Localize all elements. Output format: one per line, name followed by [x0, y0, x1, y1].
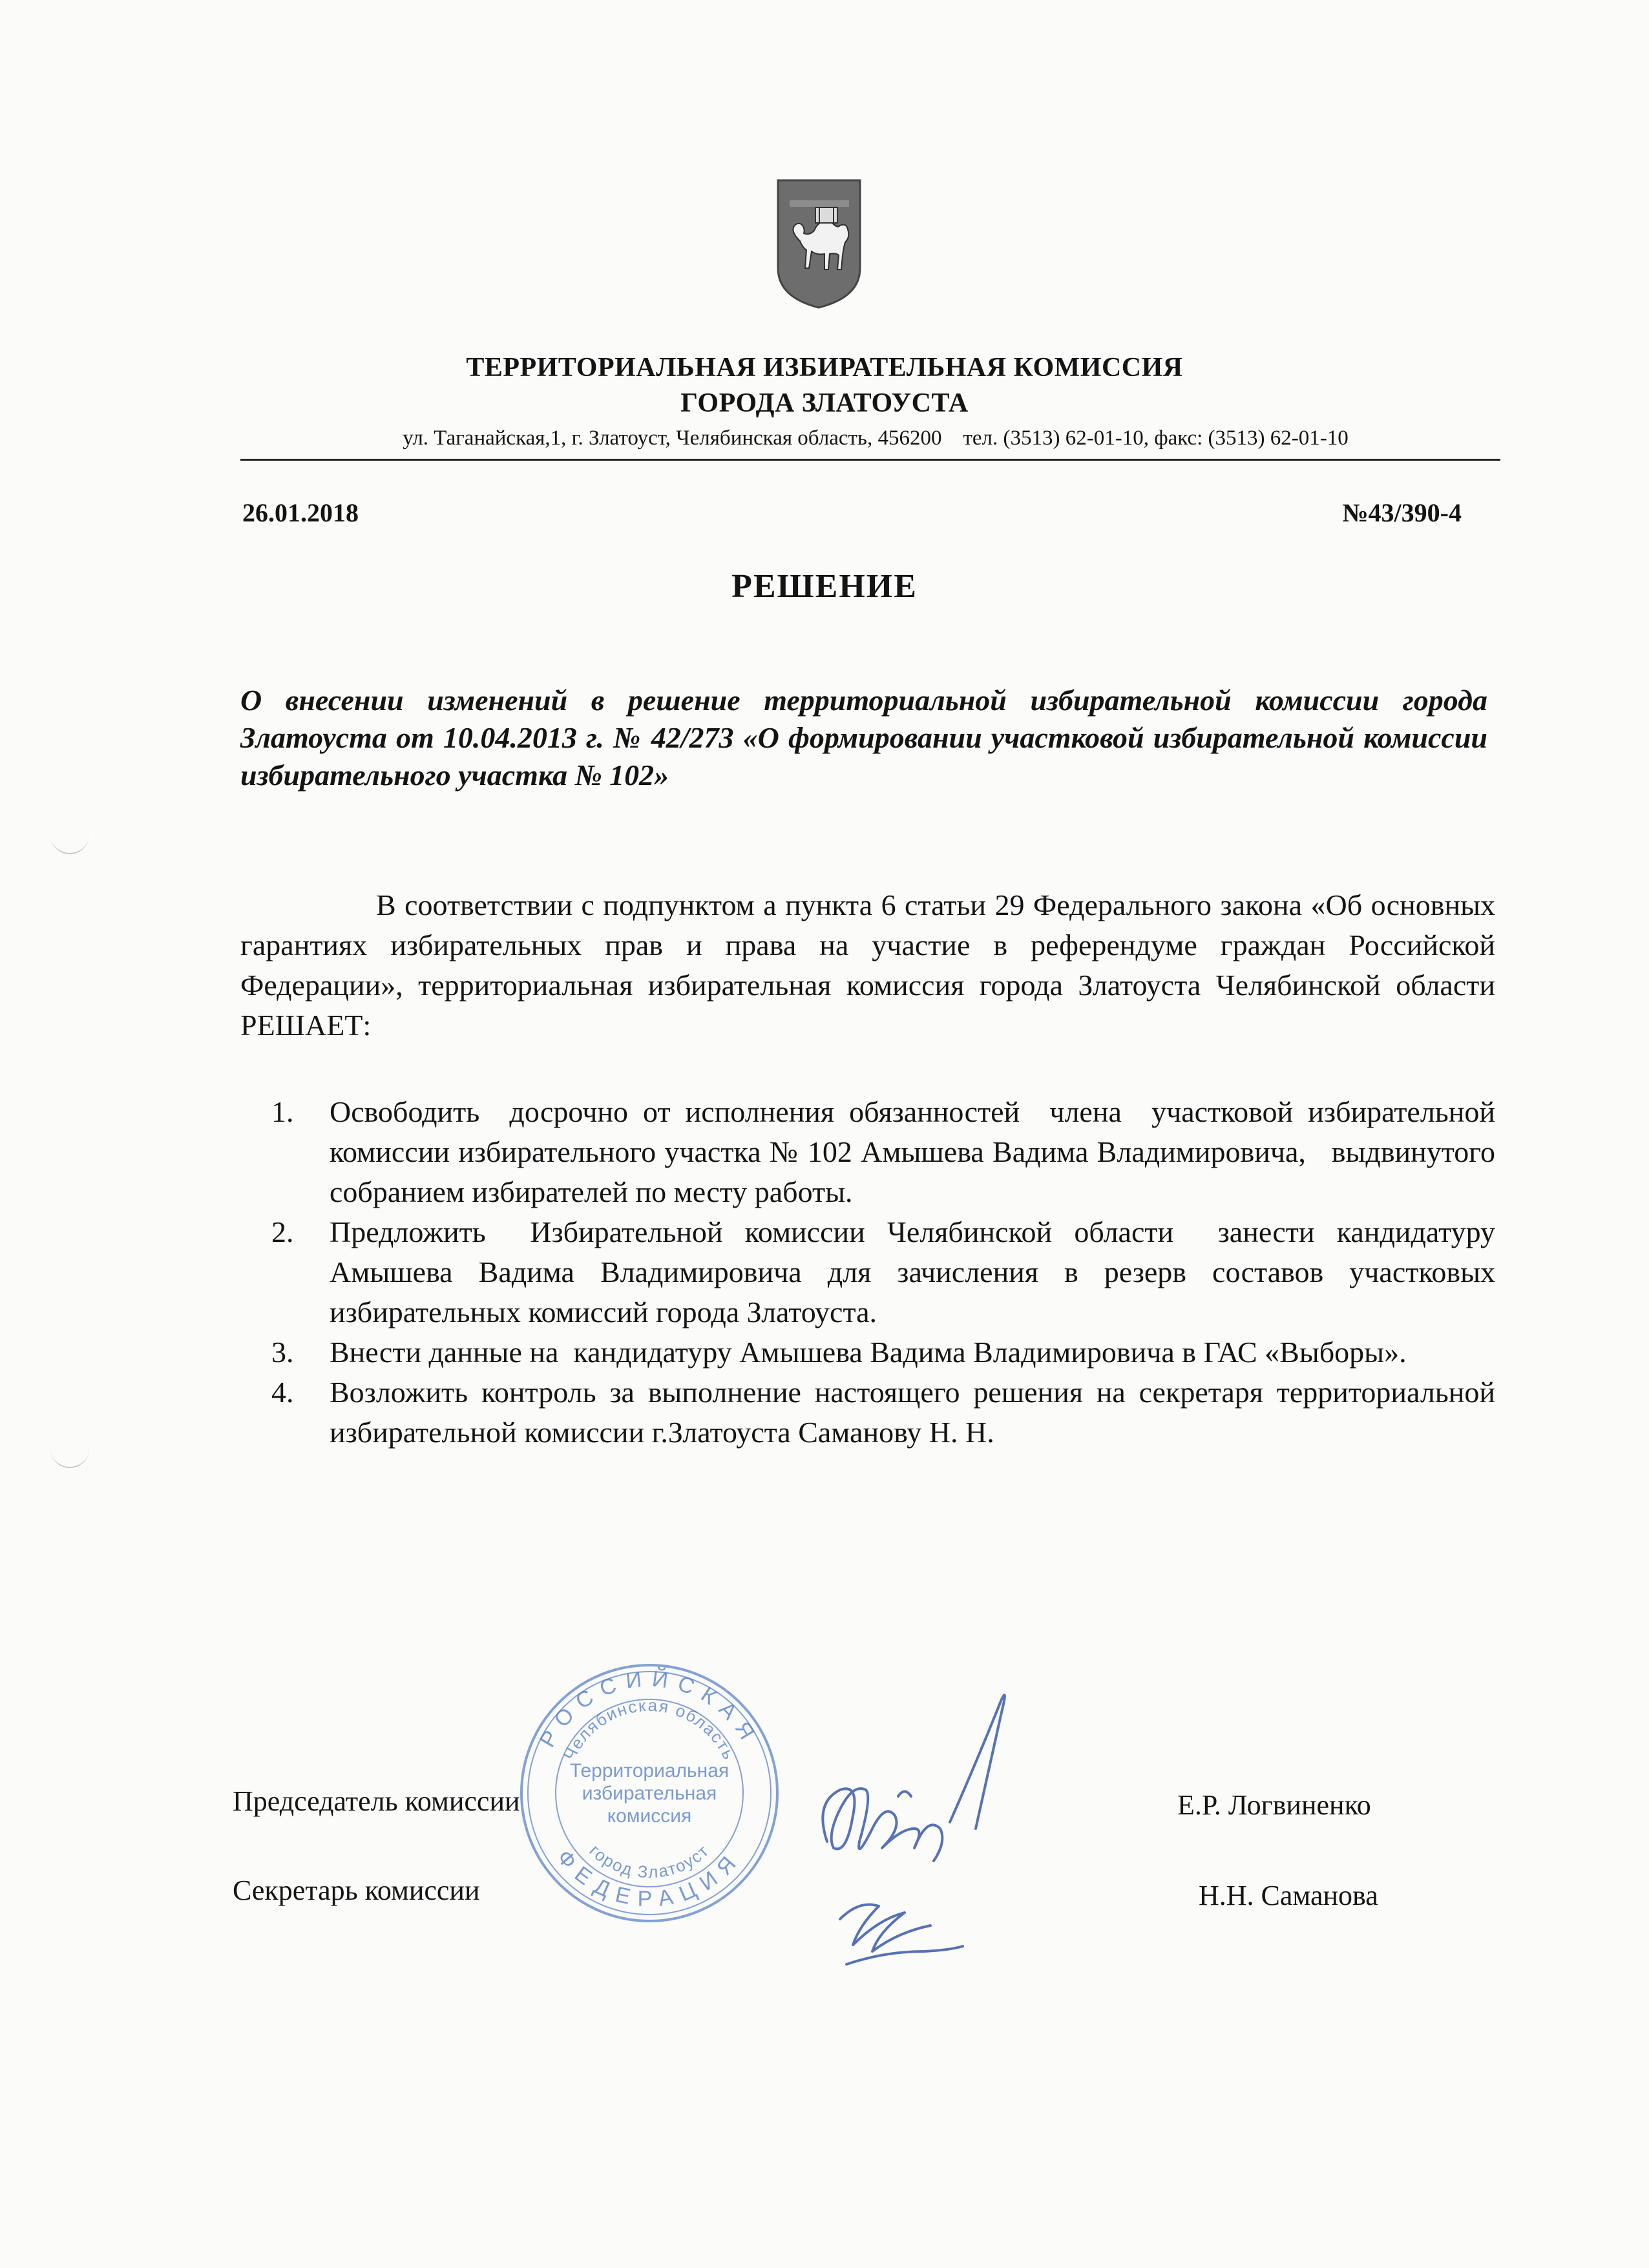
stamp-outer-top: РОССИЙСКАЯ — [534, 1666, 764, 1752]
stamp-center-line: комиссия — [607, 1805, 692, 1827]
item-text: Предложить Избирательной комиссии Челябинской области занести кандидатуру Амышева Вадима Владимировича для зачисления в резерв составов участковых избирательных комиссий города Златоуста. — [330, 1215, 1503, 1328]
coat-of-arms-camel-icon — [775, 178, 863, 310]
decision-subject: О внесении изменений в решение территориальной избирательной комиссии города Златоуста от 10.04.2013 г. № 42/273 «О формировании участковой избирательной комиссии избирательного участка № 102» — [240, 684, 1487, 792]
punch-hole-mark — [50, 1441, 89, 1468]
item-text: Возложить контроль за выполнение настоящего решения на секретаря территориальной избирательной комиссии г.Златоуста Саманову Н. Н. — [330, 1376, 1503, 1449]
header-divider — [240, 459, 1500, 461]
item-text: Освободить досрочно от исполнения обязанностей члена участковой избирательной комиссии избирательного участка № 102 Амышева Вадима Владимировича, выдвинутого собранием избирателей по месту работы. — [330, 1095, 1503, 1208]
preamble-paragraph: В соответствии с подпунктом а пункта 6 статьи 29 Федерального закона «Об основных гарантиях избирательных прав и права на участие в референдуме граждан Российской Федерации», территориальная избирательная комиссия города Златоуста Челябинской области РЕШАЕТ: — [240, 888, 1495, 1042]
list-item — [271, 1332, 1495, 1372]
chair-role: Председатель комиссии — [233, 1785, 520, 1817]
handwritten-signatures — [801, 1680, 1073, 1997]
item-number: 4. — [271, 1376, 294, 1409]
list-item — [271, 1372, 1503, 1453]
official-stamp — [517, 1661, 782, 1926]
chair-name: Е.Р. Логвиненко — [1177, 1789, 1371, 1821]
document-number: №43/390-4 — [1342, 498, 1462, 527]
decision-items-list — [271, 1092, 1503, 1453]
stamp-city: город Златоуст — [585, 1840, 713, 1882]
item-number: 2. — [271, 1215, 294, 1248]
item-number: 1. — [271, 1095, 294, 1128]
item-number: 3. — [271, 1336, 294, 1369]
document-title: РЕШЕНИЕ — [731, 568, 918, 605]
punch-hole-mark — [50, 827, 89, 854]
stamp-center-line: избирательная — [582, 1783, 717, 1804]
organization-city: ГОРОДА ЗЛАТОУСТА — [680, 388, 969, 418]
item-text: Внести данные на кандидатуру Амышева Вадима Владимировича в ГАС «Выборы». — [330, 1336, 1407, 1369]
organization-address: ул. Таганайская,1, г. Златоуст, Челябинская область, 456200 тел. (3513) 62-01-10, факс: (3513) 62-01-10 — [403, 426, 1349, 450]
stamp-region: Челябинская область — [559, 1695, 740, 1763]
organization-name: ТЕРРИТОРИАЛЬНАЯ ИЗБИРАТЕЛЬНАЯ КОМИССИЯ — [466, 353, 1183, 383]
document-date: 26.01.2018 — [242, 498, 359, 527]
secretary-name: Н.Н. Саманова — [1199, 1880, 1378, 1911]
list-item — [271, 1092, 1503, 1212]
list-item — [271, 1212, 1503, 1332]
stamp-center-line: Территориальная — [569, 1760, 730, 1781]
secretary-role: Секретарь комиссии — [233, 1874, 480, 1906]
stamp-outer-bottom: ФЕДЕРАЦИЯ — [552, 1845, 747, 1912]
